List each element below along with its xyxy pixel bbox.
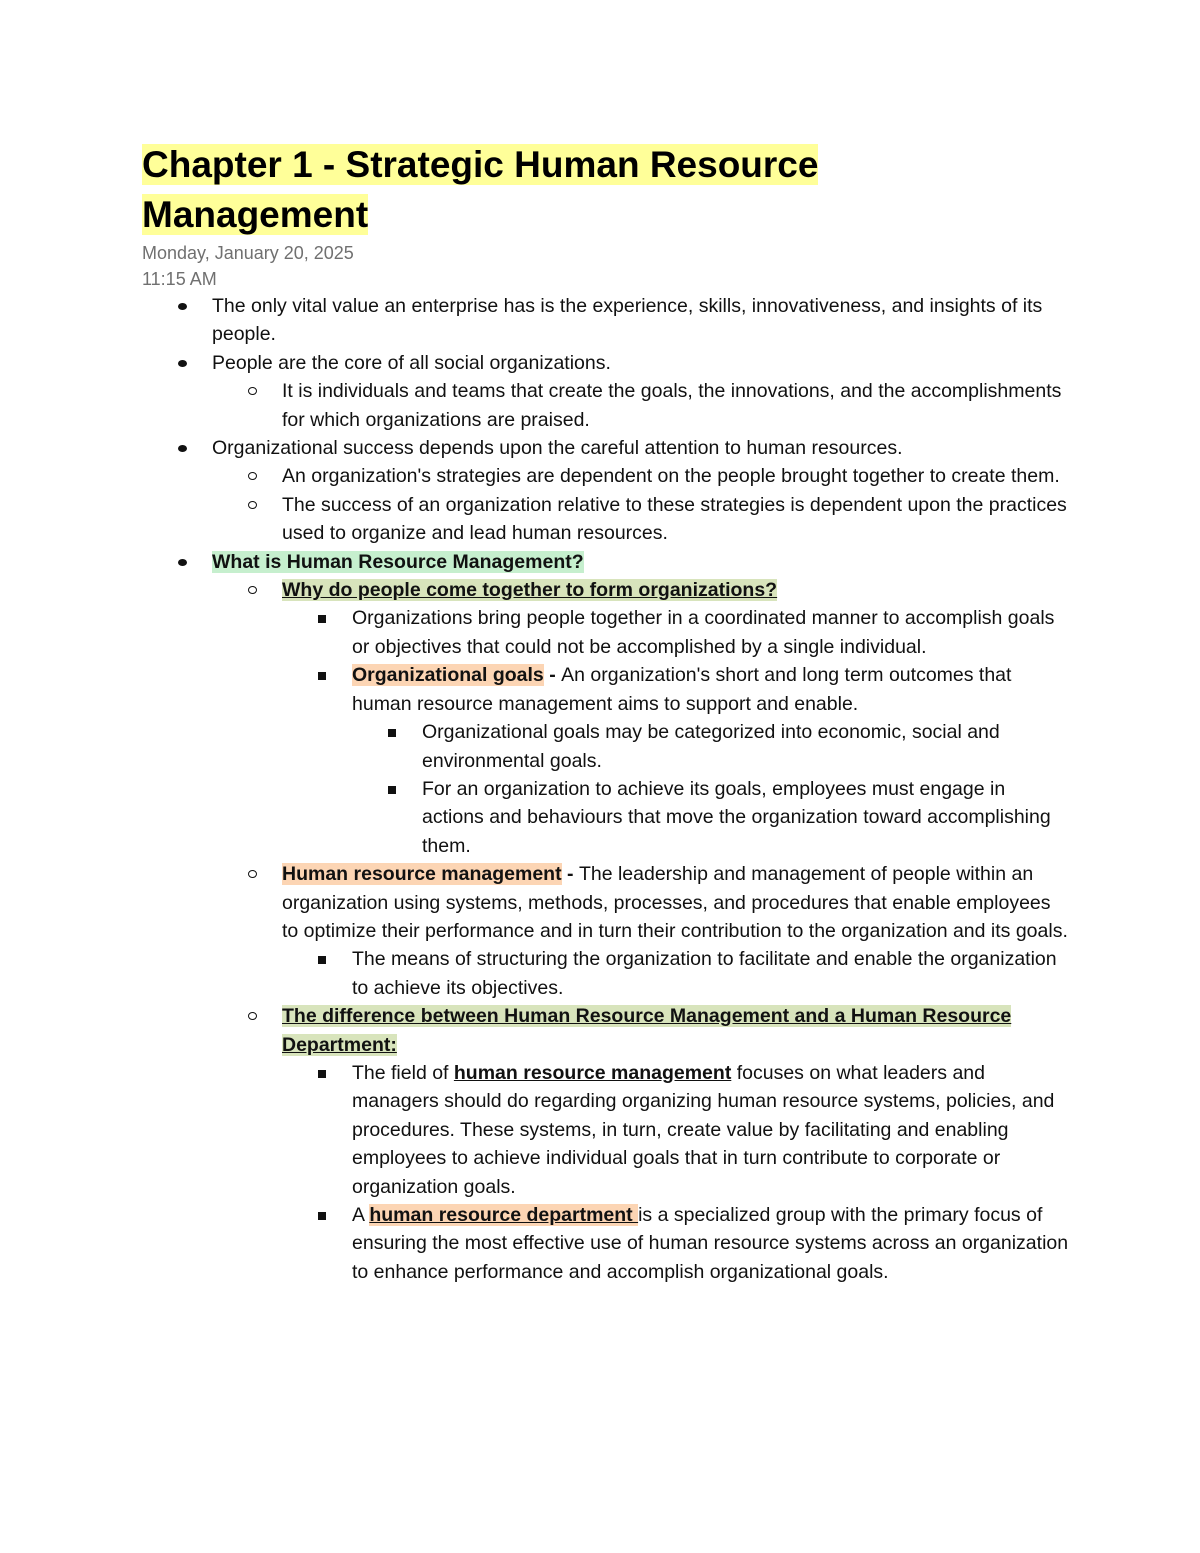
list-item: Organizational success depends upon the careful attention to human resources. bbox=[142, 434, 1072, 462]
subheading: The difference between Human Resource Management and a Human Resource Department: bbox=[282, 1005, 1012, 1056]
note-page bbox=[142, 140, 1072, 1286]
list-item bbox=[142, 576, 1072, 604]
title-line-1: Chapter 1 - Strategic Human Resource bbox=[142, 144, 819, 185]
list-item: People are the core of all social organizations. bbox=[142, 349, 1072, 377]
term-highlight: Human resource management bbox=[282, 863, 562, 886]
list-item: It is individuals and teams that create the goals, the innovations, and the accomplishments for which organizations are praised. bbox=[142, 377, 1072, 434]
term-highlight: human resource department bbox=[369, 1204, 639, 1226]
list-item: Organizational goals may be categorized into economic, social and environmental goals. bbox=[142, 718, 1072, 775]
list-item: An organization's strategies are dependent on the people brought together to create them. bbox=[142, 462, 1072, 490]
list-item: The only vital value an enterprise has is the experience, skills, innovativeness, and insights of its people. bbox=[142, 292, 1072, 349]
note-date: Monday, January 20, 2025 bbox=[142, 243, 354, 263]
list-item: A human resource department is a specialized group with the primary focus of ensuring the most effective use of human resource systems across an organization to enhance performance and accomplish organizational goals. bbox=[142, 1201, 1072, 1286]
note-time: 11:15 AM bbox=[142, 269, 217, 289]
list-item bbox=[142, 548, 1072, 576]
list-item: For an organization to achieve its goals, employees must engage in actions and behaviours that move the organization toward accomplishing them. bbox=[142, 775, 1072, 860]
list-item: The field of human resource management focuses on what leaders and managers should do regarding organizing human resource systems, policies, and procedures. These systems, in turn, create value by facilitating and enabling employees to achieve individual goals that in turn contribute to corporate or organization goals. bbox=[142, 1059, 1072, 1201]
list-item: Organizations bring people together in a coordinated manner to accomplish goals or objectives that could not be accomplished by a single individual. bbox=[142, 604, 1072, 661]
term-underlined: human resource management bbox=[453, 1061, 732, 1084]
list-item bbox=[142, 1002, 1072, 1059]
title-line-2: Management bbox=[142, 194, 369, 235]
list-item: The means of structuring the organization to facilitate and enable the organization to achieve its objectives. bbox=[142, 945, 1072, 1002]
page-title bbox=[142, 140, 1072, 240]
list-item: Organizational goals - An organization's short and long term outcomes that human resource management aims to support and enable. bbox=[142, 661, 1072, 718]
section-heading: What is Human Resource Management? bbox=[212, 550, 584, 573]
list-item: Human resource management - The leadership and management of people within an organization using systems, methods, processes, and procedures that enable employees to optimize their performance and in turn their contribution to the organization and its goals. bbox=[142, 860, 1072, 945]
subheading: Why do people come together to form organizations? bbox=[282, 579, 778, 602]
list-item: The success of an organization relative to these strategies is dependent upon the practices used to organize and lead human resources. bbox=[142, 491, 1072, 548]
term-highlight: Organizational goals bbox=[352, 664, 544, 687]
notes-list bbox=[142, 292, 1072, 1286]
